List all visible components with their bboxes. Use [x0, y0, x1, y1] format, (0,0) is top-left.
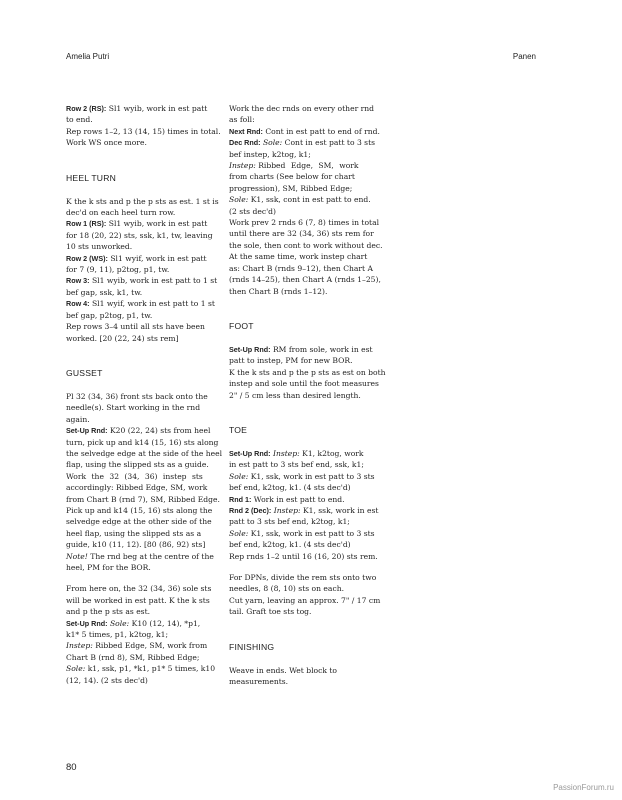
toe-heading: TOE	[229, 424, 248, 435]
heel-turn-heading: HEEL TURN	[66, 172, 117, 183]
row2-paragraph: Row 2 (RS): Sl1 wyib, work in est patt to end. Rep rows 1–2, 13 (14, 15) times in total. Work WS once more.	[66, 104, 221, 148]
gusset-heading: GUSSET	[66, 367, 103, 378]
page-number: 80	[66, 762, 77, 773]
gusset-body-2: From here on, the 32 (34, 36) sole sts will be worked in est patt. K the k sts and p the p sts as est. Set-Up Rnd: Sole: K10 (12, 14), *p1, k1* 5 times, p1, k2tog, k1; Instep: Ribbed Edge, SM, work from Chart B (rnd 8), SM, Ribbed Edge; Sole: k1, ssk, p1, *k1, p1* 5 times, k10 (12, 14). (2 sts dec'd)	[66, 584, 216, 685]
dec-body: Work the dec rnds on every other rnd as foll: Next Rnd: Cont in est patt to end of rnd. Dec Rnd: Sole: Cont in est patt to 3 sts bef instep, k2tog, k1; Instep: Ribbed Edge, SM, work from charts (See below for chart progression), SM, Ribbed Edge; Sole: K1, ssk, cont in est patt to end. (2 sts dec'd) Work prev 2 rnds 6 (7, 8) times in total until there are 32 (34, 36) sts rem for the sole, then cont to work without dec. At the same time, work instep chart as: Chart B (rnds 9–12), then Chart A (rnds 14–25), then Chart A (rnds 1–25), then Chart B (rnds 1–12).	[229, 104, 383, 296]
finishing-body: Weave in ends. Wet block to measurements.	[229, 665, 338, 687]
foot-body: Set-Up Rnd: RM from sole, work in est patt to instep, PM for new BOR. K the k sts and p the p sts as est on both instep and sole until the foot measures 2" / 5 cm less than desired length.	[229, 344, 386, 400]
finishing-heading: FINISHING	[229, 641, 275, 652]
watermark: PassionForum.ru	[553, 783, 614, 792]
foot-heading: FOOT	[229, 320, 254, 331]
right-column	[229, 103, 386, 697]
heel-turn-body: K the k sts and p the p sts as est. 1 st is dec'd on each heel turn row. Row 1 (RS): Sl1 wyib, work in est patt for 18 (20, 22) sts, ssk, k1, tw, leaving 10 sts unworked. Row 2 (WS): Sl1 wyif, work in est patt for 7 (9, 11), p2tog, p1, tw. Row 3: Sl1 wyib, work in est patt to 1 st bef gap, ssk, k1, tw. Row 4: Sl1 wyif, work in est patt to 1 st bef gap, p2tog, p1, tw. Rep rows 3–4 until all sts have been worked. [20 (22, 24) sts rem]	[66, 196, 219, 343]
toe-body-2: For DPNs, divide the rem sts onto two needles, 8 (8, 10) sts on each. Cut yarn, leaving an approx. 7" / 17 cm tail. Graft toe sts tog.	[229, 573, 381, 617]
left-column	[66, 103, 223, 696]
gusset-body: Pl 32 (34, 36) front sts back onto the needle(s). Start working in the rnd again. Set-Up Rnd: K20 (22, 24) sts from heel turn, pick up and k14 (15, 16) sts along the selvedge edge at the side of the heel flap, using the slipped sts as a guide. Work the 32 (34, 36) instep sts accordingly: Ribbed Edge, SM, work from Chart B (rnd 7), SM, Ribbed Edge. Pick up and k14 (15, 16) sts along the selvedge edge at the other side of the heel flap, using the slipped sts as a guide, k10 (11, 12). [80 (86, 92) sts] Note! The rnd beg at the centre of the heel, PM for the BOR.	[66, 391, 223, 572]
toe-body: Set-Up Rnd: Instep: K1, k2tog, work in est patt to 3 sts bef end, ssk, k1; Sole: K1, ssk, work in est patt to 3 sts bef end, k2tog, k1. (4 sts dec'd) Rnd 1: Work in est patt to end. Rnd 2 (Dec): Instep: K1, ssk, work in est patt to 3 sts bef end, k2tog, k1; Sole: K1, ssk, work in est patt to 3 sts bef end, k2tog, k1. (4 sts dec'd) Rep rnds 1–2 until 16 (16, 20) sts rem.	[229, 448, 379, 561]
running-header-author: Amelia Putri	[66, 52, 110, 61]
running-header-title: Panen	[512, 52, 536, 61]
